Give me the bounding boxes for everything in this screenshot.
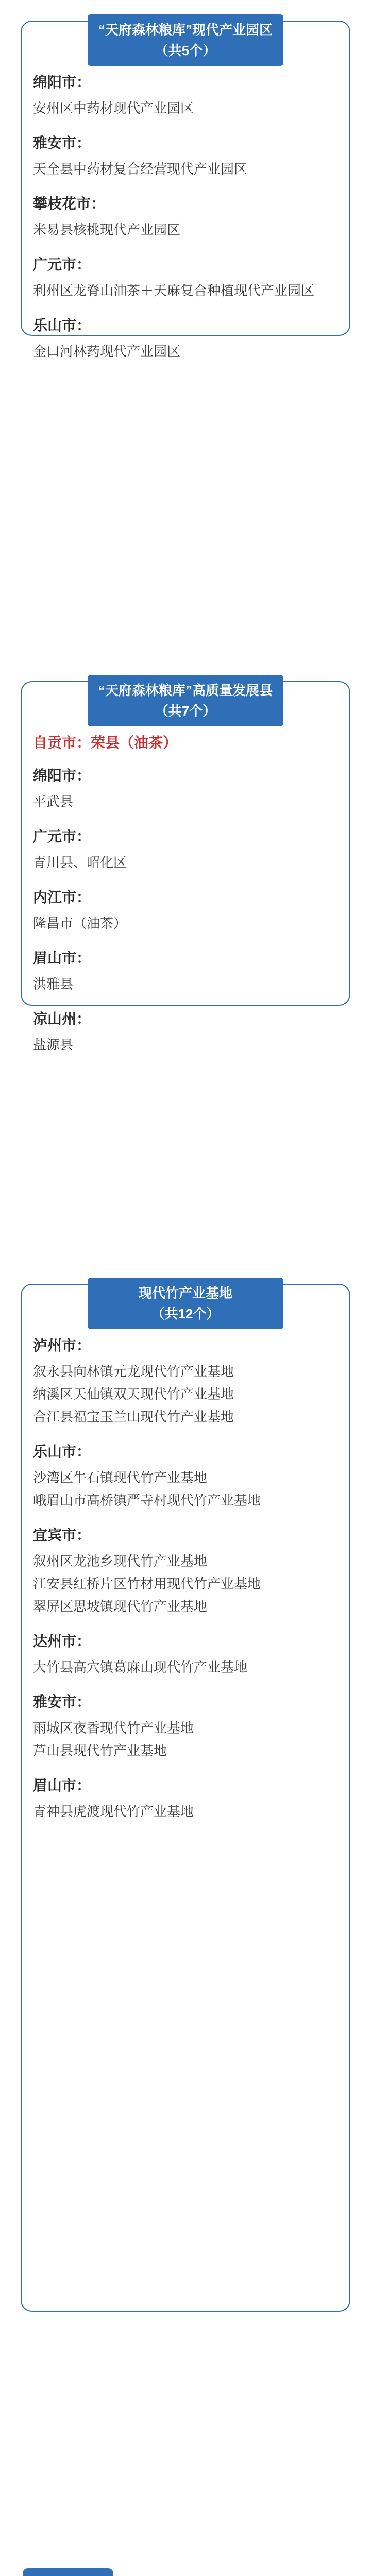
city-group: [33, 71, 349, 120]
city-group: [33, 132, 349, 180]
city-label: 绵阳市：: [33, 768, 91, 784]
city-group: [33, 1691, 349, 1762]
city-label: 达州市：: [33, 1633, 91, 1649]
list-item: 叙永县向林镇元龙现代竹产业基地: [33, 1364, 234, 1379]
city-label: 雅安市：: [33, 135, 91, 151]
list-item: 隆昌市（油茶）: [33, 916, 127, 931]
city-group: [33, 825, 349, 874]
city-label: 凉山州：: [33, 1011, 91, 1027]
news-tag: [23, 2568, 113, 2576]
list-item: 洪雅县: [33, 976, 74, 992]
city-label: 乐山市：: [33, 1444, 91, 1460]
city-label: 眉山市：: [33, 950, 91, 966]
city-group: [33, 1440, 349, 1512]
city-group: [33, 732, 349, 752]
city-label: 乐山市：: [33, 317, 91, 333]
list-item: 雨城区夜香现代竹产业基地: [33, 1720, 194, 1736]
list-item: 米易县核桃现代产业园区: [33, 222, 181, 238]
list-item: 合江县福宝玉兰山现代竹产业基地: [33, 1409, 234, 1425]
city-label: 泸州市：: [33, 1337, 91, 1353]
section-industrial-parks: [21, 21, 350, 359]
list-item: 沙湾区牛石镇现代竹产业基地: [33, 1470, 208, 1485]
city-group: [33, 253, 349, 302]
list-item: 盐源县: [33, 1037, 74, 1053]
city-label: 内江市：: [33, 889, 91, 905]
city-group: [33, 193, 349, 241]
list-item: 大竹县高穴镇葛麻山现代竹产业基地: [33, 1659, 248, 1675]
city-label: 绵阳市：: [33, 74, 91, 90]
city-group: [33, 886, 349, 935]
list-item: 纳溪区天仙镇双天现代竹产业基地: [33, 1386, 234, 1402]
section-body: [33, 732, 349, 1056]
list-item: 安州区中药材现代产业园区: [33, 100, 194, 116]
city-label: 广元市：: [33, 257, 91, 273]
list-item: 江安县红桥片区竹材用现代竹产业基地: [33, 1576, 261, 1591]
list-item: 平武县: [33, 794, 74, 809]
city-group: [33, 1630, 349, 1679]
list-item: 峨眉山市高桥镇严寺村现代竹产业基地: [33, 1493, 261, 1508]
list-item: 天全县中药材复合经营现代产业园区: [33, 161, 248, 177]
city-group: [33, 314, 349, 363]
list-item: 金口河林药现代产业园区: [33, 344, 181, 359]
section-title: “天府森林粮库”高质量发展县 （共7个）: [88, 675, 283, 726]
list-item: 利州区龙脊山油茶＋天麻复合种植现代产业园区: [33, 283, 315, 298]
city-group: [33, 947, 349, 995]
city-label: 广元市：: [33, 828, 91, 844]
section-title: “天府森林粮库”现代产业园区 （共5个）: [88, 14, 283, 66]
city-group: [33, 1334, 349, 1428]
list-item: 芦山县现代竹产业基地: [33, 1743, 167, 1758]
city-group: [33, 1524, 349, 1618]
section-body: [33, 1334, 349, 1823]
list-item: 青川县、昭化区: [33, 855, 127, 870]
city-label: 攀枝花市：: [33, 196, 106, 212]
city-label: 宜宾市：: [33, 1527, 91, 1543]
section-title: 现代竹产业基地 （共12个）: [88, 1278, 283, 1329]
section-bamboo-bases: [21, 1284, 350, 2312]
list-item: 青神县虎渡现代竹产业基地: [33, 1804, 194, 1819]
list-item: 翠屏区思坡镇现代竹产业基地: [33, 1599, 208, 1614]
section-body: [33, 71, 349, 363]
city-group: [33, 765, 349, 813]
section-high-quality-counties: [21, 681, 350, 1053]
city-label: 眉山市：: [33, 1777, 91, 1793]
city-group: [33, 1008, 349, 1056]
city-label: 雅安市：: [33, 1694, 91, 1710]
list-item: 叙州区龙池乡现代竹产业基地: [33, 1553, 208, 1569]
city-group: [33, 1774, 349, 1823]
city-label: 自贡市：荣县（油茶）: [33, 735, 178, 751]
